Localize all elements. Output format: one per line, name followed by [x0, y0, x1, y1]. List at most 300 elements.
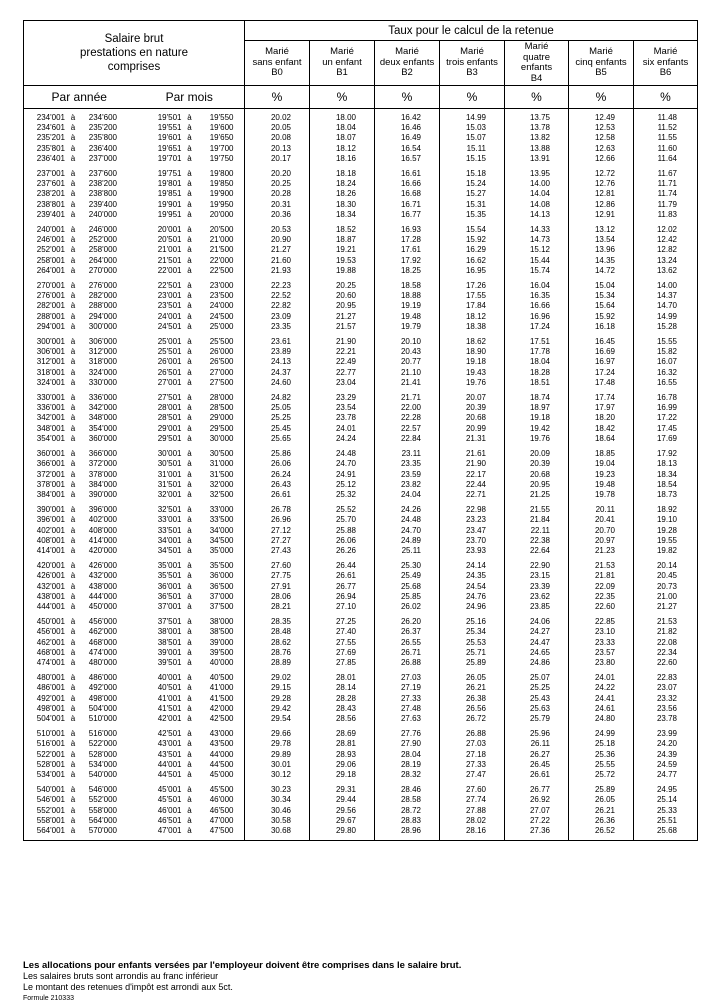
rate-cell-b2: 28.32 — [375, 770, 440, 781]
table-row — [24, 816, 698, 826]
rate-cell-b1: 26.06 — [310, 536, 375, 546]
rate-cell-b4: 13.91 — [505, 154, 569, 165]
monthly-range-cell: 42'501 à 43'000 — [135, 725, 245, 739]
rate-cell-b0: 27.75 — [245, 571, 310, 581]
rate-cell-b4: 14.33 — [505, 221, 569, 235]
annual-range-cell: 234'001 à 234'600 — [24, 109, 135, 124]
row-group — [24, 557, 698, 613]
rate-cell-b3: 26.56 — [440, 704, 505, 714]
rate-cell-b4: 25.25 — [505, 683, 569, 693]
footer-formula: Formule 210333 — [23, 995, 74, 1002]
rate-cell-b5: 18.42 — [569, 424, 634, 434]
rate-cell-b2: 25.68 — [375, 582, 440, 592]
rate-cell-b1: 25.32 — [310, 490, 375, 501]
rate-cell-b3: 25.16 — [440, 613, 505, 627]
rate-cell-b6: 20.45 — [634, 571, 698, 581]
rate-cell-b4: 17.78 — [505, 347, 569, 357]
rate-cell-b3: 25.53 — [440, 638, 505, 648]
rate-cell-b6: 21.00 — [634, 592, 698, 602]
rate-cell-b3: 15.27 — [440, 189, 505, 199]
rate-cell-b1: 20.25 — [310, 277, 375, 291]
rate-cell-b4: 13.82 — [505, 133, 569, 143]
rate-cell-b6: 11.67 — [634, 165, 698, 179]
rate-cell-b4: 26.11 — [505, 739, 569, 749]
rate-cell-b6: 15.28 — [634, 322, 698, 333]
rate-cell-b4: 17.24 — [505, 322, 569, 333]
rate-cell-b4: 27.07 — [505, 806, 569, 816]
table-row — [24, 490, 698, 501]
pct-header: % — [440, 86, 505, 109]
rate-cell-b4: 23.39 — [505, 582, 569, 592]
rate-cell-b3: 17.26 — [440, 277, 505, 291]
rate-cell-b5: 24.80 — [569, 714, 634, 725]
rate-cell-b2: 16.61 — [375, 165, 440, 179]
rate-cell-b3: 28.16 — [440, 826, 505, 841]
annual-range-cell: 270'001 à 276'000 — [24, 277, 135, 291]
table-row — [24, 694, 698, 704]
rate-cell-b6: 21.82 — [634, 627, 698, 637]
rate-cell-b4: 14.04 — [505, 189, 569, 199]
rate-cell-b2: 26.55 — [375, 638, 440, 648]
rate-cell-b0: 20.90 — [245, 235, 310, 245]
pct-header: % — [569, 86, 634, 109]
rate-cell-b2: 18.25 — [375, 266, 440, 277]
rate-cell-b6: 25.14 — [634, 795, 698, 805]
rate-cell-b4: 26.92 — [505, 795, 569, 805]
annual-range-cell: 240'001 à 246'000 — [24, 221, 135, 235]
rate-cell-b2: 18.88 — [375, 291, 440, 301]
rate-cell-b6: 15.55 — [634, 333, 698, 347]
annual-range-cell: 264'001 à 270'000 — [24, 266, 135, 277]
rate-cell-b6: 17.22 — [634, 413, 698, 423]
rate-cell-b6: 24.20 — [634, 739, 698, 749]
table-row — [24, 536, 698, 546]
monthly-range-cell: 36'001 à 36'500 — [135, 582, 245, 592]
rate-cell-b1: 21.57 — [310, 322, 375, 333]
rate-cell-b0: 25.65 — [245, 434, 310, 445]
row-group — [24, 501, 698, 557]
table-row — [24, 200, 698, 210]
row-group — [24, 781, 698, 841]
rate-cell-b1: 27.85 — [310, 658, 375, 669]
rate-cell-b3: 17.84 — [440, 301, 505, 311]
rate-cell-b2: 28.96 — [375, 826, 440, 841]
rate-cell-b6: 24.39 — [634, 750, 698, 760]
rate-cell-b2: 17.61 — [375, 245, 440, 255]
monthly-range-cell: 24'501 à 25'000 — [135, 322, 245, 333]
rate-cell-b5: 23.10 — [569, 627, 634, 637]
rate-cell-b3: 19.18 — [440, 357, 505, 367]
rate-cell-b2: 25.49 — [375, 571, 440, 581]
table-row — [24, 445, 698, 459]
rate-cell-b5: 22.60 — [569, 602, 634, 613]
monthly-range-cell: 19'551 à 19'600 — [135, 123, 245, 133]
rate-cell-b3: 27.18 — [440, 750, 505, 760]
rate-cell-b5: 12.63 — [569, 144, 634, 154]
rate-cell-b3: 23.93 — [440, 546, 505, 557]
rate-cell-b5: 15.92 — [569, 312, 634, 322]
rate-cell-b6: 18.54 — [634, 480, 698, 490]
rate-cell-b2: 16.46 — [375, 123, 440, 133]
rate-cell-b1: 23.54 — [310, 403, 375, 413]
rate-cell-b4: 24.06 — [505, 613, 569, 627]
rate-cell-b3: 23.70 — [440, 536, 505, 546]
rate-cell-b0: 23.89 — [245, 347, 310, 357]
rate-cell-b3: 26.05 — [440, 669, 505, 683]
rate-cell-b6: 18.13 — [634, 459, 698, 469]
table-row — [24, 602, 698, 613]
table-row — [24, 480, 698, 490]
table-row — [24, 144, 698, 154]
annual-range-cell: 408'001 à 414'000 — [24, 536, 135, 546]
rate-cell-b2: 20.77 — [375, 357, 440, 367]
table-row — [24, 291, 698, 301]
table-row — [24, 704, 698, 714]
rate-cell-b4: 23.15 — [505, 571, 569, 581]
rate-cell-b2: 28.72 — [375, 806, 440, 816]
rate-cell-b1: 20.60 — [310, 291, 375, 301]
rate-cell-b4: 21.55 — [505, 501, 569, 515]
rate-cell-b0: 25.25 — [245, 413, 310, 423]
rate-cell-b2: 23.35 — [375, 459, 440, 469]
annual-range-cell: 564'001 à 570'000 — [24, 826, 135, 841]
monthly-range-cell: 22'501 à 23'000 — [135, 277, 245, 291]
rate-cell-b4: 24.27 — [505, 627, 569, 637]
rate-cell-b4: 14.00 — [505, 179, 569, 189]
rate-cell-b0: 25.86 — [245, 445, 310, 459]
rate-cell-b5: 12.86 — [569, 200, 634, 210]
row-group — [24, 725, 698, 781]
rate-cell-b2: 28.58 — [375, 795, 440, 805]
annual-range-cell: 235'201 à 235'800 — [24, 133, 135, 143]
rate-cell-b0: 30.01 — [245, 760, 310, 770]
annual-range-cell: 312'001 à 318'000 — [24, 357, 135, 367]
rate-cell-b2: 25.30 — [375, 557, 440, 571]
rate-cell-b2: 27.48 — [375, 704, 440, 714]
rate-cell-b0: 26.96 — [245, 515, 310, 525]
rate-cell-b3: 26.88 — [440, 725, 505, 739]
annual-range-cell: 432'001 à 438'000 — [24, 582, 135, 592]
rate-cell-b6: 22.83 — [634, 669, 698, 683]
table-row — [24, 592, 698, 602]
annual-range-cell: 510'001 à 516'000 — [24, 725, 135, 739]
rate-cell-b4: 27.36 — [505, 826, 569, 841]
rate-cell-b3: 20.68 — [440, 413, 505, 423]
rate-cell-b5: 19.04 — [569, 459, 634, 469]
rate-cell-b4: 17.51 — [505, 333, 569, 347]
annual-range-cell: 438'001 à 444'000 — [24, 592, 135, 602]
annual-range-cell: 360'001 à 366'000 — [24, 445, 135, 459]
monthly-range-cell: 19'651 à 19'700 — [135, 144, 245, 154]
rate-cell-b6: 14.99 — [634, 312, 698, 322]
rate-cell-b1: 28.69 — [310, 725, 375, 739]
rate-cell-b6: 23.07 — [634, 683, 698, 693]
monthly-range-cell: 30'001 à 30'500 — [135, 445, 245, 459]
rate-cell-b1: 26.44 — [310, 557, 375, 571]
table-row — [24, 725, 698, 739]
rate-cell-b3: 16.62 — [440, 256, 505, 266]
annual-range-cell: 318'001 à 324'000 — [24, 368, 135, 378]
rate-cell-b0: 26.78 — [245, 501, 310, 515]
rate-cell-b4: 25.43 — [505, 694, 569, 704]
rate-cell-b0: 20.20 — [245, 165, 310, 179]
rate-cell-b3: 15.15 — [440, 154, 505, 165]
annual-range-cell: 237'601 à 238'200 — [24, 179, 135, 189]
annual-range-cell: 234'601 à 235'200 — [24, 123, 135, 133]
rate-cell-b4: 20.68 — [505, 470, 569, 480]
monthly-range-cell: 19'851 à 19'900 — [135, 189, 245, 199]
rate-cell-b4: 14.73 — [505, 235, 569, 245]
rate-cell-b2: 22.84 — [375, 434, 440, 445]
monthly-range-cell: 22'001 à 22'500 — [135, 266, 245, 277]
rate-cell-b0: 20.13 — [245, 144, 310, 154]
annual-range-cell: 239'401 à 240'000 — [24, 210, 135, 221]
rate-cell-b6: 15.82 — [634, 347, 698, 357]
rate-cell-b5: 14.72 — [569, 266, 634, 277]
monthly-range-cell: 26'001 à 26'500 — [135, 357, 245, 367]
rate-cell-b5: 16.97 — [569, 357, 634, 367]
annual-range-cell: 444'001 à 450'000 — [24, 602, 135, 613]
rate-cell-b4: 18.04 — [505, 357, 569, 367]
monthly-range-cell: 21'501 à 22'000 — [135, 256, 245, 266]
rate-cell-b4: 16.04 — [505, 277, 569, 291]
monthly-range-cell: 46'501 à 47'000 — [135, 816, 245, 826]
monthly-range-cell: 45'001 à 45'500 — [135, 781, 245, 795]
table-row — [24, 627, 698, 637]
rate-cell-b5: 12.53 — [569, 123, 634, 133]
rate-cell-b5: 12.76 — [569, 179, 634, 189]
rate-cell-b0: 22.23 — [245, 277, 310, 291]
row-group — [24, 669, 698, 725]
rate-cell-b5: 22.85 — [569, 613, 634, 627]
row-group — [24, 221, 698, 277]
rate-cell-b4: 22.11 — [505, 526, 569, 536]
col-header-b4: Marié quatre enfants B4 — [505, 41, 569, 86]
rate-cell-b4: 18.51 — [505, 378, 569, 389]
rate-cell-b6: 22.34 — [634, 648, 698, 658]
rate-cell-b3: 17.55 — [440, 291, 505, 301]
annual-range-cell: 540'001 à 546'000 — [24, 781, 135, 795]
rate-cell-b6: 11.64 — [634, 154, 698, 165]
rate-cell-b4: 19.76 — [505, 434, 569, 445]
rate-cell-b2: 23.11 — [375, 445, 440, 459]
footer — [23, 960, 461, 1004]
salaire-title-line-2: prestations en nature — [79, 47, 189, 59]
annual-range-cell: 384'001 à 390'000 — [24, 490, 135, 501]
monthly-range-cell: 40'501 à 41'000 — [135, 683, 245, 693]
rate-cell-b5: 16.18 — [569, 322, 634, 333]
rate-cell-b3: 20.99 — [440, 424, 505, 434]
monthly-range-cell: 28'001 à 28'500 — [135, 403, 245, 413]
rate-cell-b3: 26.72 — [440, 714, 505, 725]
rate-cell-b4: 25.63 — [505, 704, 569, 714]
rate-cell-b6: 12.82 — [634, 245, 698, 255]
rate-cell-b2: 24.89 — [375, 536, 440, 546]
rate-cell-b3: 15.92 — [440, 235, 505, 245]
rate-cell-b1: 18.87 — [310, 235, 375, 245]
monthly-range-cell: 23'501 à 24'000 — [135, 301, 245, 311]
rate-cell-b1: 29.06 — [310, 760, 375, 770]
monthly-range-cell: 19'901 à 19'950 — [135, 200, 245, 210]
rate-cell-b6: 23.32 — [634, 694, 698, 704]
rate-cell-b0: 20.08 — [245, 133, 310, 143]
annual-range-cell: 294'001 à 300'000 — [24, 322, 135, 333]
annual-range-cell: 396'001 à 402'000 — [24, 515, 135, 525]
monthly-range-cell: 20'001 à 20'500 — [135, 221, 245, 235]
salaire-brut-header — [24, 21, 245, 86]
rate-cell-b6: 14.00 — [634, 277, 698, 291]
table-row — [24, 312, 698, 322]
monthly-range-cell: 32'501 à 33'000 — [135, 501, 245, 515]
table-row — [24, 781, 698, 795]
monthly-range-cell: 33'501 à 34'000 — [135, 526, 245, 536]
rate-cell-b3: 16.95 — [440, 266, 505, 277]
rate-cell-b6: 23.99 — [634, 725, 698, 739]
rate-cell-b1: 29.56 — [310, 806, 375, 816]
rate-cell-b3: 26.38 — [440, 694, 505, 704]
rate-cell-b5: 16.69 — [569, 347, 634, 357]
annual-range-cell: 372'001 à 378'000 — [24, 470, 135, 480]
rate-cell-b4: 20.95 — [505, 480, 569, 490]
rate-cell-b3: 15.07 — [440, 133, 505, 143]
annual-range-cell: 336'001 à 342'000 — [24, 403, 135, 413]
rate-cell-b5: 26.21 — [569, 806, 634, 816]
rate-cell-b1: 19.53 — [310, 256, 375, 266]
rate-cell-b4: 25.07 — [505, 669, 569, 683]
rate-cell-b1: 24.24 — [310, 434, 375, 445]
rate-cell-b5: 24.01 — [569, 669, 634, 683]
row-group — [24, 613, 698, 669]
rate-cell-b1: 27.69 — [310, 648, 375, 658]
table-row — [24, 683, 698, 693]
rate-cell-b4: 14.08 — [505, 200, 569, 210]
footer-rounding-salary: Les salaires bruts sont arrondis au franc inférieur — [23, 971, 219, 981]
rate-cell-b0: 28.62 — [245, 638, 310, 648]
rate-cell-b4: 15.44 — [505, 256, 569, 266]
rate-cell-b3: 21.61 — [440, 445, 505, 459]
rate-cell-b5: 23.57 — [569, 648, 634, 658]
table-row — [24, 750, 698, 760]
annual-range-cell: 288'001 à 294'000 — [24, 312, 135, 322]
rate-cell-b2: 24.26 — [375, 501, 440, 515]
monthly-range-cell: 44'501 à 45'000 — [135, 770, 245, 781]
rate-cell-b2: 24.48 — [375, 515, 440, 525]
rate-cell-b5: 18.64 — [569, 434, 634, 445]
annual-range-cell: 330'001 à 336'000 — [24, 389, 135, 403]
rate-cell-b1: 18.30 — [310, 200, 375, 210]
annual-range-cell: 522'001 à 528'000 — [24, 750, 135, 760]
rate-cell-b0: 25.45 — [245, 424, 310, 434]
monthly-range-cell: 19'701 à 19'750 — [135, 154, 245, 165]
rate-cell-b4: 14.13 — [505, 210, 569, 221]
monthly-range-cell: 26'501 à 27'000 — [135, 368, 245, 378]
monthly-range-cell: 45'501 à 46'000 — [135, 795, 245, 805]
rate-cell-b1: 19.21 — [310, 245, 375, 255]
rate-cell-b0: 26.06 — [245, 459, 310, 469]
rate-cell-b5: 24.99 — [569, 725, 634, 739]
rate-cell-b1: 24.70 — [310, 459, 375, 469]
rate-cell-b0: 20.36 — [245, 210, 310, 221]
annual-range-cell: 378'001 à 384'000 — [24, 480, 135, 490]
rate-cell-b0: 27.43 — [245, 546, 310, 557]
tax-rate-table — [23, 20, 698, 841]
rate-cell-b1: 28.01 — [310, 669, 375, 683]
rate-cell-b5: 20.70 — [569, 526, 634, 536]
annual-range-cell: 474'001 à 480'000 — [24, 658, 135, 669]
monthly-range-cell: 19'501 à 19'550 — [135, 109, 245, 124]
rate-cell-b1: 28.28 — [310, 694, 375, 704]
rate-cell-b6: 13.24 — [634, 256, 698, 266]
rate-cell-b6: 16.78 — [634, 389, 698, 403]
rate-cell-b6: 22.60 — [634, 658, 698, 669]
rate-cell-b1: 20.95 — [310, 301, 375, 311]
rate-cell-b6: 17.69 — [634, 434, 698, 445]
table-row — [24, 179, 698, 189]
pct-header: % — [310, 86, 375, 109]
monthly-range-cell: 40'001 à 40'500 — [135, 669, 245, 683]
rate-cell-b6: 18.34 — [634, 470, 698, 480]
rate-cell-b2: 26.88 — [375, 658, 440, 669]
rate-cell-b4: 19.42 — [505, 424, 569, 434]
rate-cell-b6: 19.10 — [634, 515, 698, 525]
table-row — [24, 515, 698, 525]
rate-cell-b5: 12.72 — [569, 165, 634, 179]
rate-cell-b5: 20.41 — [569, 515, 634, 525]
rate-cell-b4: 27.22 — [505, 816, 569, 826]
monthly-range-cell: 23'001 à 23'500 — [135, 291, 245, 301]
rate-cell-b3: 28.02 — [440, 816, 505, 826]
table-row — [24, 739, 698, 749]
par-annee-header: Par année — [24, 86, 135, 109]
rate-cell-b6: 16.55 — [634, 378, 698, 389]
rate-cell-b4: 22.64 — [505, 546, 569, 557]
rate-cell-b1: 29.18 — [310, 770, 375, 781]
rate-cell-b6: 17.92 — [634, 445, 698, 459]
salaire-title-line-3: comprises — [107, 61, 161, 73]
rate-cell-b4: 26.27 — [505, 750, 569, 760]
rate-cell-b2: 16.71 — [375, 200, 440, 210]
table-row — [24, 133, 698, 143]
col-header-b0: Marié sans enfant B0 — [245, 41, 310, 86]
rate-cell-b1: 23.78 — [310, 413, 375, 423]
rate-cell-b0: 29.15 — [245, 683, 310, 693]
pct-header: % — [245, 86, 310, 109]
rate-cell-b6: 21.53 — [634, 613, 698, 627]
monthly-range-cell: 39'001 à 39'500 — [135, 648, 245, 658]
pct-header: % — [634, 86, 698, 109]
col-header-b1: Marié un enfant B1 — [310, 41, 375, 86]
rate-cell-b5: 18.20 — [569, 413, 634, 423]
monthly-range-cell: 34'001 à 34'500 — [135, 536, 245, 546]
table-row — [24, 470, 698, 480]
rate-cell-b0: 27.60 — [245, 557, 310, 571]
rate-cell-b4: 26.61 — [505, 770, 569, 781]
table-row — [24, 424, 698, 434]
rate-cell-b6: 19.28 — [634, 526, 698, 536]
rate-cell-b0: 30.46 — [245, 806, 310, 816]
rate-cell-b5: 22.35 — [569, 592, 634, 602]
rate-cell-b6: 12.02 — [634, 221, 698, 235]
rate-cell-b0: 26.43 — [245, 480, 310, 490]
rate-cell-b5: 25.89 — [569, 781, 634, 795]
rate-cell-b2: 24.04 — [375, 490, 440, 501]
rate-cell-b3: 15.54 — [440, 221, 505, 235]
table-row — [24, 434, 698, 445]
monthly-range-cell: 43'001 à 43'500 — [135, 739, 245, 749]
rate-cell-b5: 12.49 — [569, 109, 634, 124]
monthly-range-cell: 33'001 à 33'500 — [135, 515, 245, 525]
rate-cell-b1: 23.04 — [310, 378, 375, 389]
